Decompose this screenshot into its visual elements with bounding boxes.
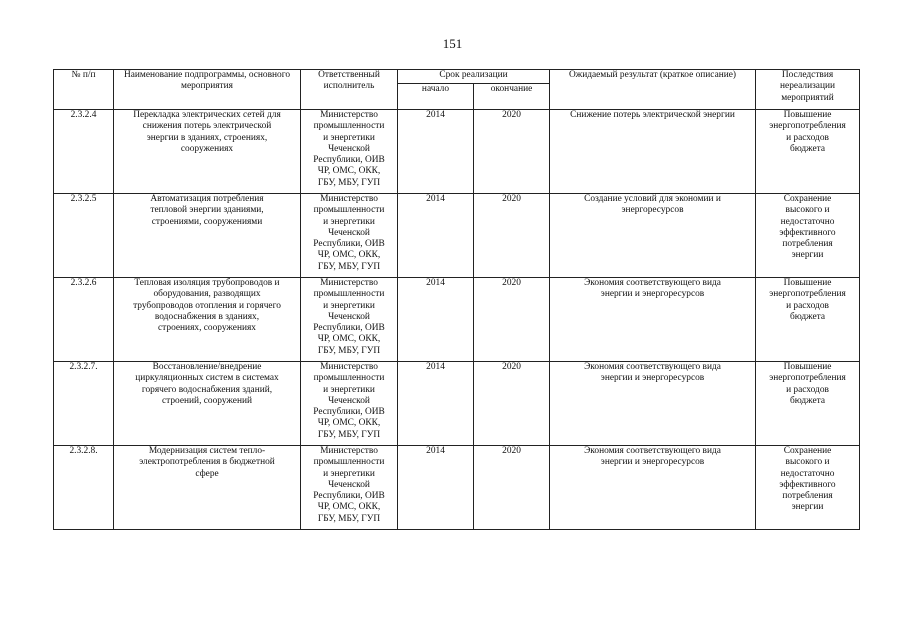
row-number: 2.3.2.4 bbox=[54, 110, 114, 194]
header-name: Наименование подпрограммы, основного мероприятия bbox=[114, 70, 301, 110]
start-year: 2014 bbox=[398, 194, 474, 278]
header-start: начало bbox=[398, 84, 474, 110]
page-number: 151 bbox=[442, 36, 463, 51]
measures-table bbox=[53, 69, 860, 530]
responsible-executor: Министерство промышленности и энергетики Чеченской Республики, ОИВ ЧР, ОМС, ОКК, ГБУ, МБУ, ГУП bbox=[301, 278, 398, 362]
header-num: № п/п bbox=[54, 70, 114, 110]
measure-name: Модернизация систем тепло- электропотребления в бюджетной сфере bbox=[114, 446, 301, 530]
header-consequences: Последствия нереализации мероприятий bbox=[756, 70, 860, 110]
expected-result: Снижение потерь электрической энергии bbox=[550, 110, 756, 194]
header-executor: Ответственный исполнитель bbox=[301, 70, 398, 110]
row-number: 2.3.2.8. bbox=[54, 446, 114, 530]
expected-result: Экономия соответствующего вида энергии и энергоресурсов bbox=[550, 446, 756, 530]
row-number: 2.3.2.5 bbox=[54, 194, 114, 278]
expected-result: Экономия соответствующего вида энергии и энергоресурсов bbox=[550, 362, 756, 446]
responsible-executor: Министерство промышленности и энергетики Чеченской Республики, ОИВ ЧР, ОМС, ОКК, ГБУ, МБУ, ГУП bbox=[301, 194, 398, 278]
end-year: 2020 bbox=[474, 446, 550, 530]
consequences: Повышение энергопотребления и расходов бюджета bbox=[756, 362, 860, 446]
expected-result: Создание условий для экономии и энергоресурсов bbox=[550, 194, 756, 278]
expected-result: Экономия соответствующего вида энергии и энергоресурсов bbox=[550, 278, 756, 362]
header-period: Срок реализации bbox=[398, 70, 550, 84]
measure-name: Автоматизация потребления тепловой энергии зданиями, строениями, сооружениями bbox=[114, 194, 301, 278]
start-year: 2014 bbox=[398, 278, 474, 362]
end-year: 2020 bbox=[474, 278, 550, 362]
consequences: Повышение энергопотребления и расходов бюджета bbox=[756, 278, 860, 362]
responsible-executor: Министерство промышленности и энергетики Чеченской Республики, ОИВ ЧР, ОМС, ОКК, ГБУ, МБУ, ГУП bbox=[301, 446, 398, 530]
table-row bbox=[54, 278, 860, 362]
table-row bbox=[54, 194, 860, 278]
table-row bbox=[54, 110, 860, 194]
row-number: 2.3.2.7. bbox=[54, 362, 114, 446]
table-row bbox=[54, 446, 860, 530]
start-year: 2014 bbox=[398, 110, 474, 194]
consequences: Повышение энергопотребления и расходов бюджета bbox=[756, 110, 860, 194]
measure-name: Перекладка электрических сетей для снижения потерь электрической энергии в зданиях, строениях, сооружениях bbox=[114, 110, 301, 194]
consequences: Сохранение высокого и недостаточно эффективного потребления энергии bbox=[756, 194, 860, 278]
responsible-executor: Министерство промышленности и энергетики Чеченской Республики, ОИВ ЧР, ОМС, ОКК, ГБУ, МБУ, ГУП bbox=[301, 362, 398, 446]
header-row bbox=[54, 70, 860, 84]
start-year: 2014 bbox=[398, 446, 474, 530]
consequences: Сохранение высокого и недостаточно эффективного потребления энергии bbox=[756, 446, 860, 530]
start-year: 2014 bbox=[398, 362, 474, 446]
responsible-executor: Министерство промышленности и энергетики Чеченской Республики, ОИВ ЧР, ОМС, ОКК, ГБУ, МБУ, ГУП bbox=[301, 110, 398, 194]
header-end: окончание bbox=[474, 84, 550, 110]
header-result: Ожидаемый результат (краткое описание) bbox=[550, 70, 756, 110]
end-year: 2020 bbox=[474, 194, 550, 278]
end-year: 2020 bbox=[474, 362, 550, 446]
table-row bbox=[54, 362, 860, 446]
end-year: 2020 bbox=[474, 110, 550, 194]
row-number: 2.3.2.6 bbox=[54, 278, 114, 362]
measure-name: Восстановление/внедрение циркуляционных систем в системах горячего водоснабжения зданий, строений, сооружений bbox=[114, 362, 301, 446]
measure-name: Тепловая изоляция трубопроводов и оборудования, разводящих трубопроводов отопления и горячего водоснабжения в зданиях, строениях, сооружениях bbox=[114, 278, 301, 362]
